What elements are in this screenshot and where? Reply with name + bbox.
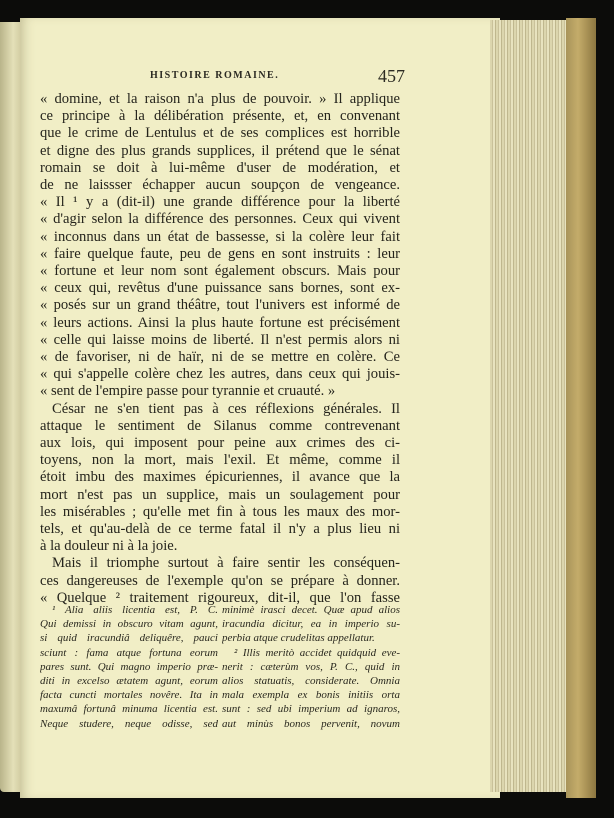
running-head: HISTOIRE ROMAINE. xyxy=(150,70,280,81)
text-line: de ne laissser échapper aucun soupçon de vengeance. xyxy=(40,177,400,194)
footnote-line: maxumâ fortunâ minuma licentia est. xyxy=(40,703,218,716)
book-cover-edge xyxy=(566,18,596,798)
text-line: « sent de l'empire passe pour tyrannie et cruauté. » xyxy=(40,383,336,400)
text-line: « qui s'appelle colère chez les autres, dans ceux qui jouis- xyxy=(40,366,400,383)
text-line: « de favoriser, ni de haïr, ni de se mettre en colère. Ce xyxy=(40,349,400,366)
text-line: romain se doit à lui-même d'user de modération, et xyxy=(40,159,400,176)
footnote-line: ² Illis meritò accidet quidquid eve- xyxy=(234,646,400,659)
footnote-line: aut minùs bonos pervenit, novum xyxy=(222,717,400,730)
text-line: que le crime de Lentulus et de ses complices est horrible xyxy=(40,125,400,142)
footnote-line: nerit : cæterùm vos, P. C., quid in xyxy=(222,660,400,673)
text-line: tels, et qu'au-delà de ce terme fatal il n'y a plus lieu ni xyxy=(40,521,400,538)
text-line: les misérables ; qu'elle met fin à tous les maux des mor- xyxy=(40,503,400,520)
footnote-line: Qui demissi in obscuro vitam agunt, xyxy=(40,618,218,631)
footnote-line: mala exempla ex bonis initiis orta xyxy=(222,689,400,702)
facing-page-edge xyxy=(0,22,22,792)
footnote-line: sunt : sed ubi imperium ad ignaros, xyxy=(222,703,400,716)
body-text xyxy=(40,91,400,607)
text-line: « ceux qui, revêtus d'une puissance sans bornes, sont ex- xyxy=(40,280,400,297)
page-number: 457 xyxy=(378,66,405,86)
text-line: toyens, non la mort, mais l'exil. Et même, comme il xyxy=(40,452,400,469)
footnote-line: perbia atque crudelitas appellatur. xyxy=(222,632,375,645)
footnote-line: iracundia dicitur, ea in imperio su- xyxy=(222,618,400,631)
footnotes-left-column xyxy=(40,603,218,731)
footnote-line: ¹ Alia aliis licentia est, P. C. xyxy=(52,604,218,616)
text-line: à la douleur ni à la joie. xyxy=(40,538,178,555)
text-line: César ne s'en tient pas à ces réflexions générales. Il xyxy=(52,400,400,417)
text-line: « Quelque ² traitement rigoureux, dit-il, que l'on fasse xyxy=(40,589,400,606)
text-line: attaque le sentiment de Silanus comme contrevenant xyxy=(40,417,400,434)
text-line: ces dangereuses de l'exemple qu'on se prépare à donner. xyxy=(40,572,400,589)
footnote-line: diti in excelso ætatem agunt, eorum xyxy=(40,675,218,688)
text-line: « posés sur un grand théâtre, tout l'univers est informé de xyxy=(40,297,400,314)
text-line: « domine, et la raison n'a plus de pouvoir. » Il applique xyxy=(40,91,400,107)
text-line: « faire quelque faute, peu de gens en sont instruits : leur xyxy=(40,245,400,262)
footnote-line: facta cuncti mortales novêre. Ita in xyxy=(40,689,218,702)
text-line: Mais il triomphe surtout à faire sentir les conséquen- xyxy=(52,555,400,572)
footnote-line: Neque studere, neque odisse, sed xyxy=(40,717,218,730)
footnote-line: sciunt : fama atque fortuna eorum xyxy=(40,646,218,659)
page-edges xyxy=(490,20,570,792)
text-line: « fortune et leur nom sont également obscurs. Mais pour xyxy=(40,263,400,280)
text-line: « inconnus dans un état de bassesse, si la colère leur fait xyxy=(40,228,400,245)
text-line: ce principe à la délibération présente, et, en convenant xyxy=(40,108,400,125)
footnote-line: minimè irasci decet. Quæ apud alios xyxy=(222,604,400,616)
text-line: « celle qui laisse moins de liberté. Il n'est permis alors ni xyxy=(40,331,400,348)
text-line: « leurs actions. Ainsi la plus haute fortune est précisément xyxy=(40,314,400,331)
text-line: aux lois, qui imposent pour peine aux crimes des ci- xyxy=(40,435,400,452)
text-line: étoit imbu des maximes épicuriennes, il avance que la xyxy=(40,469,400,486)
text-line: « d'agir selon la différence des personnes. Ceux qui vivent xyxy=(40,211,400,228)
footnotes-right-column xyxy=(222,603,400,731)
footnote-line: pares sunt. Qui magno imperio præ- xyxy=(40,660,218,673)
text-line: « Il ¹ y a (dit-il) une grande différence pour la liberté xyxy=(40,194,400,211)
footnote-line: alios statuatis, considerate. Omnia xyxy=(222,675,400,688)
text-line: mort n'est pas un supplice, mais un soulagement pour xyxy=(40,486,400,503)
footnote-line: si quid iracundiâ deliquêre, pauci xyxy=(40,632,218,645)
text-line: et digne des plus grands supplices, il prétend que le sénat xyxy=(40,142,400,159)
